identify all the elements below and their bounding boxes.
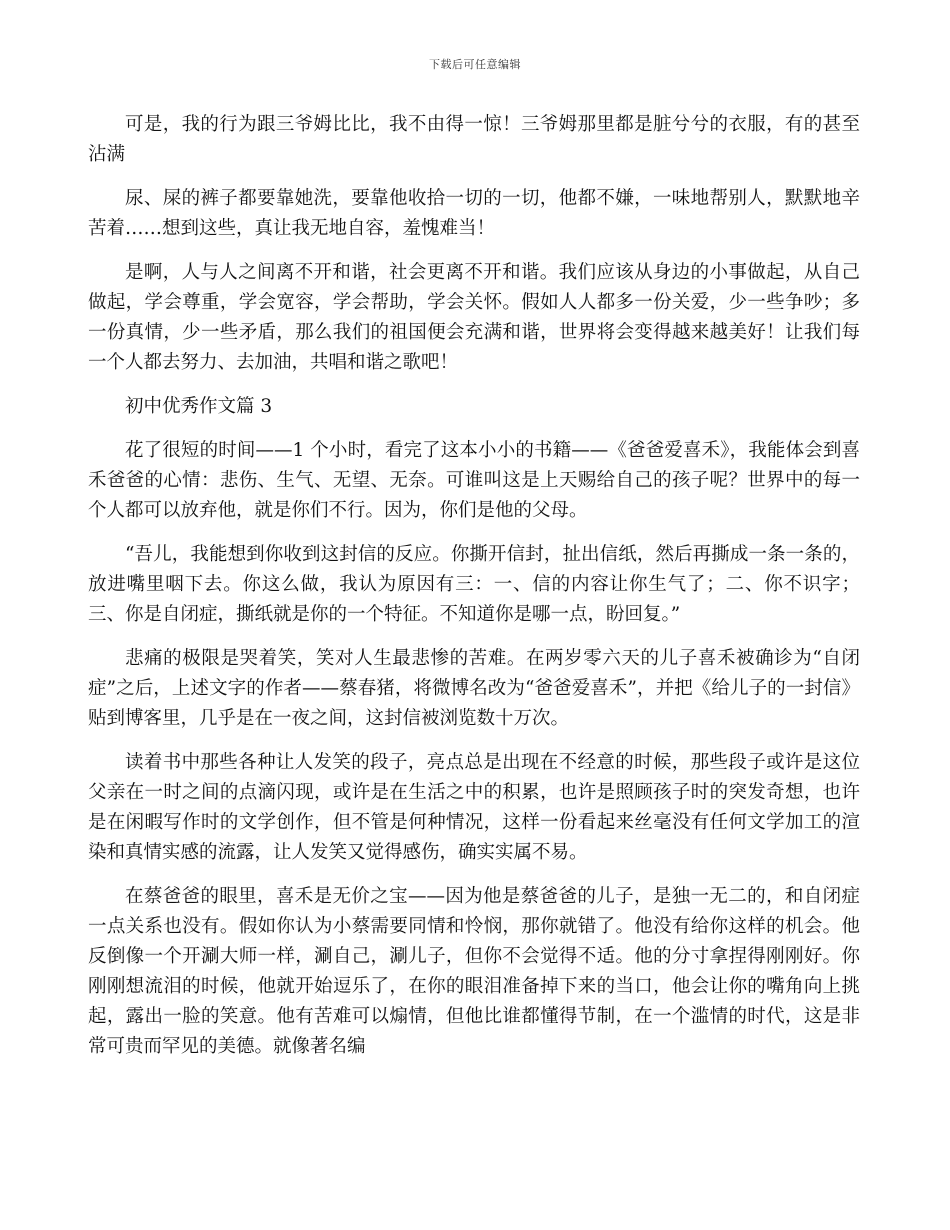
paragraph: 花了很短的时间——1 个小时，看完了这本小小的书籍——《爸爸爱喜禾》，我能体会到喜禾爸爸的心情：悲伤、生气、无望、无奈。可谁叫这是上天赐给自己的孩子呢？世界中的每一个人都可以放弃他，就是你们不行。因为，你们是他的父母。 bbox=[88, 440, 860, 521]
paragraph: 在蔡爸爸的眼里，喜禾是无价之宝——因为他是蔡爸爸的儿子，是独一无二的，和自闭症一点关系也没有。假如你认为小蔡需要同情和怜悯，那你就错了。他没有给你这样的机会。他反倒像一个开涮大师一样，涮自己，涮儿子，但你不会觉得不适。他的分寸拿捏得刚刚好。你刚刚想流泪的时候，他就开始逗乐了，在你的眼泪准备掉下来的当口，他会让你的嘴角向上挑起，露出一脸的笑意。他有苦难可以煽情，但他比谁都懂得节制，在一个滥情的时代，这是非常可贵而罕见的美德。就像著名编 bbox=[88, 886, 860, 1057]
section-heading: 初中优秀作文篇 3 bbox=[125, 396, 273, 417]
document-body bbox=[88, 110, 860, 1076]
page-header: 下载后可任意编辑 bbox=[429, 58, 521, 71]
paragraph: 可是，我的行为跟三爷姆比比，我不由得一惊！三爷姆那里都是脏兮兮的衣服，有的甚至沾满 bbox=[88, 114, 860, 165]
paragraph: 读着书中那些各种让人发笑的段子，亮点总是出现在不经意的时候，那些段子或许是这位父亲在一时之间的点滴闪现，或许是在生活之中的积累，也许是照顾孩子时的突发奇想，也许是在闲暇写作时的文学创作，但不管是何种情况，这样一份看起来丝毫没有任何文学加工的渲染和真情实感的流露，让人发笑又觉得感伤，确实实属不易。 bbox=[88, 752, 860, 863]
paragraph: 是啊，人与人之间离不开和谐，社会更离不开和谐。我们应该从身边的小事做起，从自己做起，学会尊重，学会宽容，学会帮助，学会关怀。假如人人都多一份关爱，少一些争吵；多一份真情，少一些矛盾，那么我们的祖国便会充满和谐，世界将会变得越来越美好！让我们每一个人都去努力、去加油，共唱和谐之歌吧！ bbox=[88, 262, 860, 373]
quote-paragraph: “吾儿，我能想到你收到这封信的反应。你撕开信封，扯出信纸，然后再撕成一条一条的，放进嘴里咽下去。你这么做，我认为原因有三：一、信的内容让你生气了；二、你不识字；三、你是自闭症，撕纸就是你的一个特征。不知道你是哪一点，盼回复。” bbox=[88, 544, 860, 625]
paragraph: 尿、屎的裤子都要靠她洗，要靠他收拾一切的一切，他都不嫌，一味地帮别人，默默地辛苦着……想到这些，真让我无地自容，羞愧难当！ bbox=[88, 188, 860, 239]
paragraph: 悲痛的极限是哭着笑，笑对人生最悲惨的苦难。在两岁零六天的儿子喜禾被确诊为“自闭症”之后，上述文字的作者——蔡春猪，将微博名改为“爸爸爱喜禾”，并把《给儿子的一封信》贴到博客里，几乎是在一夜之间，这封信被浏览数十万次。 bbox=[88, 648, 860, 729]
